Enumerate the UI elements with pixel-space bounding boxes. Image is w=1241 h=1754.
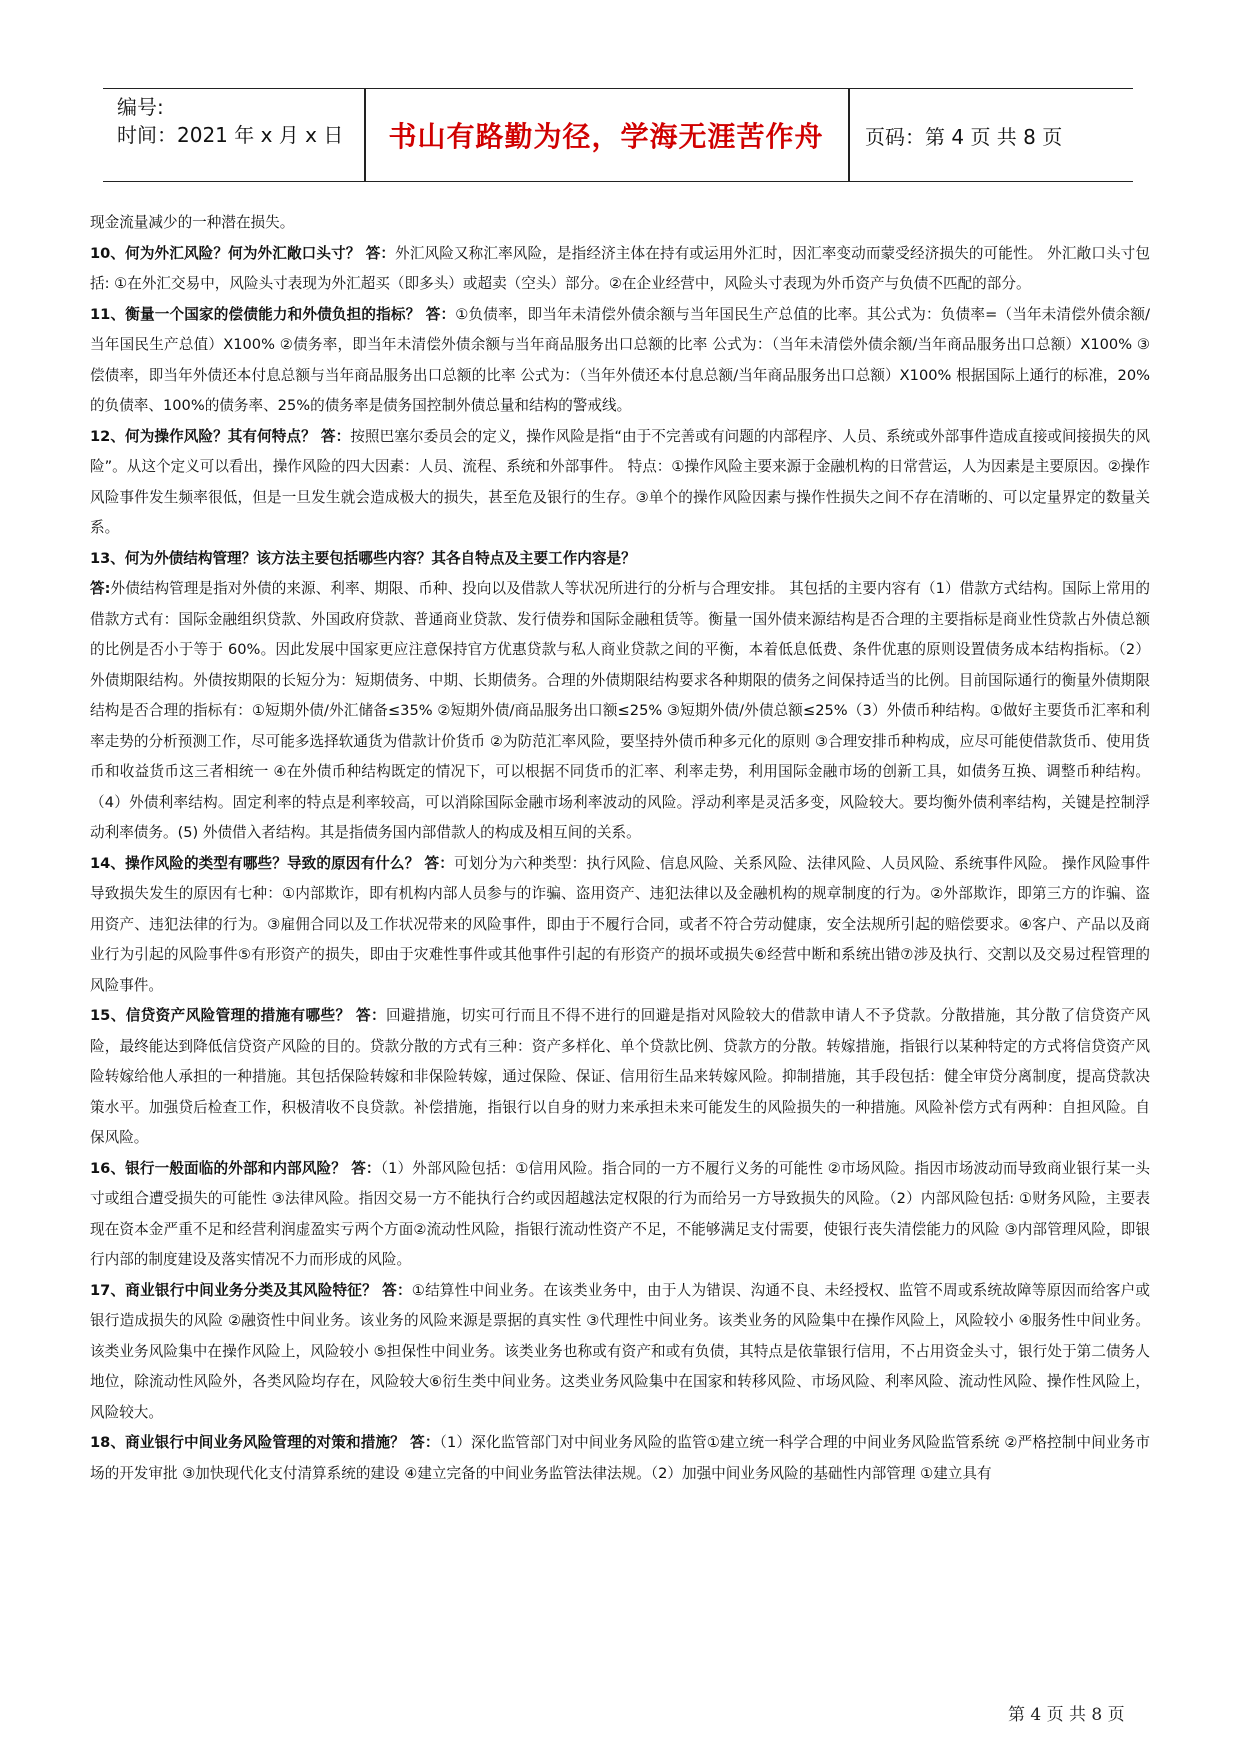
question: 18、商业银行中间业务风险管理的对策和措施？ 答：: [90, 1434, 440, 1451]
qa-11: [90, 300, 1150, 422]
question: 12、何为操作风险？其有何特点？ 答：: [90, 427, 351, 445]
answer-label: 答:: [90, 580, 111, 597]
qa-10: [90, 239, 1150, 300]
question: 13、何为外债结构管理？该方法主要包括哪些内容？其各自特点及主要工作内容是？: [90, 549, 636, 567]
qa-17: [90, 1276, 1150, 1429]
question: 11、衡量一个国家的偿债能力和外债负担的指标？ 答：: [90, 305, 456, 323]
answer: ①负债率，即当年未清偿外债余额与当年国民生产总值的比率。其公式为：负债率=（当年未清偿外债余额/当年国民生产总值）X100% ②债务率，即当年未清偿外债余额与当年商品服务出口总额的比率 公式为：（当年未清偿外债余额/当年商品服务出口总额）X100% ③偿债率，即当年外债还本付息总额与当年商品服务出口总额的比率 公式为：（当年外债还本付息总额/当年商品服务出口总额）X100% 根据国际上通行的标准，20%的负债率、100%的债务率、25%的债务率是债务国控制外债总量和结构的警戒线。: [90, 305, 1150, 414]
page-header: [103, 88, 1133, 182]
qa-14: [90, 849, 1150, 1002]
document-body: [90, 208, 1150, 1489]
answer: 按照巴塞尔委员会的定义，操作风险是指“由于不完善或有问题的内部程序、人员、系统或外部事件造成直接或间接损失的风险”。从这个定义可以看出，操作风险的四大因素：人员、流程、系统和外部事件。 特点：①操作风险主要来源于金融机构的日常营运，人为因素是主要原因。②操作风险事件发生频率很低，但是一旦发生就会造成极大的损失，甚至危及银行的生存。③单个的操作风险因素与操作性损失之间不存在清晰的、可以定量界定的数量关系。: [90, 427, 1150, 536]
qa-12: [90, 422, 1150, 544]
paragraph: 现金流量减少的一种潜在损失。: [90, 214, 295, 231]
header-divider: [848, 89, 850, 181]
number-label: 编号:: [117, 95, 164, 119]
page-footer: 第 4 页 共 8 页: [1008, 1705, 1125, 1725]
answer: 回避措施，切实可行而且不得不进行的回避是指对风险较大的借款申请人不予贷款。分散措施，其分散了信贷资产风险，最终能达到降低信贷资产风险的目的。贷款分散的方式有三种：资产多样化、单个贷款比例、贷款方的分散。转嫁措施，指银行以某种特定的方式将信贷资产风险转嫁给他人承担的一种措施。其包括保险转嫁和非保险转嫁，通过保险、保证、信用衍生品来转嫁风险。抑制措施，其手段包括：健全审贷分离制度，提高贷款决策水平。加强贷后检查工作，积极清收不良贷款。补偿措施，指银行以自身的财力来承担未来可能发生的风险损失的一种措施。风险补偿方式有两种：自担风险。自保风险。: [90, 1007, 1150, 1146]
question: 16、银行一般面临的外部和内部风险？ 答：: [90, 1159, 381, 1177]
answer: 可划分为六种类型：执行风险、信息风险、关系风险、法律风险、人员风险、系统事件风险。 操作风险事件导致损失发生的原因有七种：①内部欺诈，即有机构内部人员参与的诈骗、盗用资产、违犯法律以及金融机构的规章制度的行为。②外部欺诈，即第三方的诈骗、盗用资产、违犯法律的行为。③雇佣合同以及工作状况带来的风险事件，即由于不履行合同，或者不符合劳动健康，安全法规所引起的赔偿要求。④客户、产品以及商业行为引起的风险事件⑤有形资产的损失，即由于灾难性事件或其他事件引起的有形资产的损坏或损失⑥经营中断和系统出错⑦涉及执行、交割以及交易过程管理的风险事件。: [90, 854, 1150, 994]
qa-16: [90, 1154, 1150, 1276]
qa-15: [90, 1001, 1150, 1154]
answer: 外汇风险又称汇率风险，是指经济主体在持有或运用外汇时，因汇率变动而蒙受经济损失的可能性。 外汇敞口头寸包括: ①在外汇交易中，风险头寸表现为外汇超买（即多头）或超卖（空头）部分。②在企业经营中，风险头寸表现为外币资产与负债不匹配的部分。: [90, 244, 1150, 292]
answer: 外债结构管理是指对外债的来源、利率、期限、币种、投向以及借款人等状况所进行的分析与合理安排。 其包括的主要内容有（1）借款方式结构。国际上常用的借款方式有：国际金融组织贷款、外国政府贷款、普通商业贷款、发行债券和国际金融租赁等。衡量一国外债来源结构是否合理的主要指标是商业性贷款占外债总额的比例是否小于等于 60%。因此发展中国家更应注意保持官方优惠贷款与私人商业贷款之间的平衡，本着低息低费、条件优惠的原则设置债务成本结构指标。（2）外债期限结构。外债按期限的长短分为：短期债务、中期、长期债务。合理的外债期限结构要求各种期限的债务之间保持适当的比例。目前国际通行的衡量外债期限结构是否合理的指标有：①短期外债/外汇储备≤35% ②短期外债/商品服务出口额≤25% ③短期外债/外债总额≤25%（3）外债币种结构。①做好主要货币汇率和利率走势的分析预测工作，尽可能多选择软通货为借款计价货币 ②为防范汇率风险，要坚持外债币种多元化的原则 ③合理安排币种构成，应尽可能使借款货币、使用货币和收益货币这三者相统一 ④在外债币种结构既定的情况下，可以根据不同货币的汇率、利率走势，利用国际金融市场的创新工具，如债务互换、调整币种结构。 （4）外债利率结构。固定利率的特点是利率较高，可以消除国际金融市场利率波动的风险。浮动利率是灵活多变，风险较大。要均衡外债利率结构，关键是控制浮动利率债务。(5) 外债借入者结构。其是指债务国内部借款人的构成及相互间的关系。: [90, 580, 1150, 841]
motto: 书山有路勤为径，学海无涯苦作舟: [388, 120, 824, 153]
qa-18: [90, 1428, 1150, 1489]
qa-13-answer: [90, 574, 1150, 849]
qa-13-question: [90, 544, 1150, 575]
time-label: 时间：2021 年 x 月 x 日: [117, 123, 344, 147]
page-code: 页码：第 4 页 共 8 页: [865, 124, 1063, 149]
question: 15、信贷资产风险管理的措施有哪些？ 答：: [90, 1007, 386, 1024]
answer: （1）外部风险包括：①信用风险。指合同的一方不履行义务的可能性 ②市场风险。指因市场波动而导致商业银行某一头寸或组合遭受损失的可能性 ③法律风险。指因交易一方不能执行合约或因超越法定权限的行为而给另一方导致损失的风险。（2）内部风险包括: ①财务风险，主要表现在资本金严重不足和经营利润虚盈实亏两个方面②流动性风险，指银行流动性资产不足，不能够满足支付需要，使银行丧失清偿能力的风险 ③内部管理风险，即银行内部的制度建设及落实情况不力而形成的风险。: [90, 1159, 1150, 1268]
question: 17、商业银行中间业务分类及其风险特征？ 答：: [90, 1281, 412, 1299]
question: 10、何为外汇风险？何为外汇敞口头寸？ 答：: [90, 244, 396, 262]
answer: ①结算性中间业务。在该类业务中，由于人为错误、沟通不良、未经授权、监管不周或系统故障等原因而给客户或银行造成损失的风险 ②融资性中间业务。该业务的风险来源是票据的真实性 ③代理性中间业务。该类业务的风险集中在操作风险上，风险较小 ④服务性中间业务。该类业务风险集中在操作风险上，风险较小 ⑤担保性中间业务。该类业务也称或有资产和或有负债，其特点是依靠银行信用，不占用资金头寸，银行处于第二债务人地位，除流动性风险外，各类风险均存在，风险较大⑥衍生类中间业务。这类业务风险集中在国家和转移风险、市场风险、利率风险、流动性风险、操作性风险上，风险较大。: [90, 1281, 1150, 1421]
question: 14、操作风险的类型有哪些？导致的原因有什么？ 答：: [90, 854, 454, 872]
answer: （1）深化监管部门对中间业务风险的监管①建立统一科学合理的中间业务风险监管系统 ②严格控制中间业务市场的开发审批 ③加快现代化支付清算系统的建设 ④建立完备的中间业务监管法律法规。（2）加强中间业务风险的基础性内部管理 ①建立具有: [90, 1434, 1150, 1482]
